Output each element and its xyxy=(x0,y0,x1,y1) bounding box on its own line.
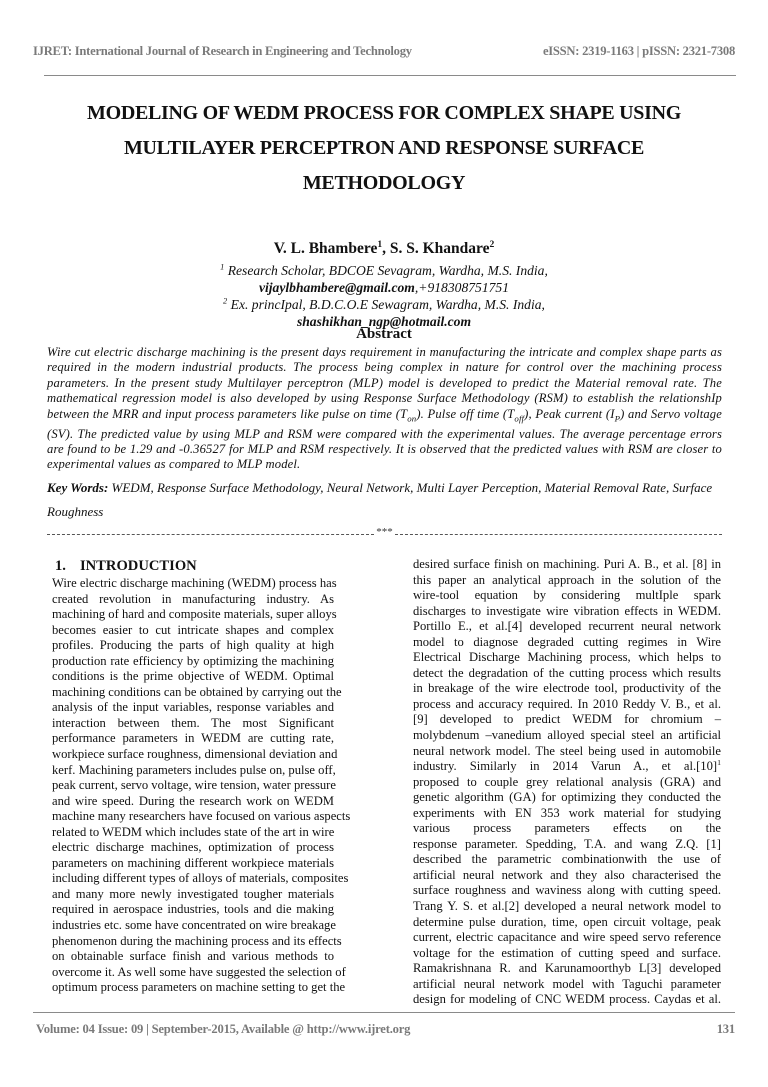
body-line: discharges to investigate wire vibration effects in WEDM. xyxy=(413,603,721,618)
body-line: artificial neural network and they also characterised the xyxy=(413,867,721,882)
superscript: 1 xyxy=(717,757,721,767)
body-line: various process parameters effects on the xyxy=(413,821,721,836)
body-line: desired surface finish on machining. Puri A. B., et al. [8] in xyxy=(413,557,721,571)
affil-mark: 1 xyxy=(220,261,225,272)
body-text: industry. Similarly in 2014 Varun A., et al.[10] xyxy=(413,759,718,774)
body-line: Wire electric discharge machining (WEDM) process has xyxy=(52,576,337,590)
body-line: response parameter. Spedding, T.A. and wang Z.Q. [1] xyxy=(413,836,721,851)
abstract-text: ) and Servo voltage xyxy=(620,406,722,421)
body-line: model to diagnose degraded cutting regimes in Wire xyxy=(413,634,721,649)
body-line: current, electric capacitance and wire speed servo reference xyxy=(413,930,721,945)
body-line: electric discharge machines, optimization of process xyxy=(52,840,334,855)
email-link[interactable]: vijaylbhambere@gmail.com xyxy=(258,280,415,295)
body-line: including different types of alloys of materials, composites xyxy=(52,871,349,886)
body-line: required in aerospace industries, tools and die making xyxy=(52,902,334,917)
body-line: on obtainable surface finish and various methods to xyxy=(52,949,334,964)
body-line: design for modeling of CNC WEDM process. Caydas et al. xyxy=(413,992,721,1007)
section-separator xyxy=(47,525,722,539)
body-line: performance parameters in WEDM are cutting rate, xyxy=(52,731,334,746)
phone: ,+918308751751 xyxy=(414,280,510,295)
author-affil-mark: 1 xyxy=(377,238,383,250)
authors xyxy=(100,240,668,258)
contact-1 xyxy=(100,279,668,296)
dashed-rule xyxy=(395,534,722,535)
body-line: conditions is the prime objective of WEDM. Optimal xyxy=(52,669,334,684)
running-footer xyxy=(36,1022,735,1040)
body-line: profiles. Producing the parts of high quality at high xyxy=(52,638,334,653)
body-line: voltage for the estimation of cutting speed and surface. xyxy=(413,945,721,960)
body-line-with-citation xyxy=(413,759,721,775)
separator-mark: *** xyxy=(376,526,393,538)
subscript: on xyxy=(407,413,417,424)
body-line: wire-tool equation by considering multIple spark xyxy=(413,588,721,603)
affiliation-1 xyxy=(100,262,668,279)
section-heading-introduction xyxy=(55,558,197,575)
body-line: phenomenon during the machining process and its effects xyxy=(52,933,342,948)
abstract-line: experimental values as compared to MLP model. xyxy=(47,457,301,472)
affiliation-2 xyxy=(100,296,668,313)
body-line: Ramakrishnana R. and Karunamoorthyb L[3] developed xyxy=(413,961,721,976)
body-line: kerf. Machining parameters includes pulse on, pulse off, xyxy=(52,762,336,777)
body-line: neural network model. The steel being used in automobile xyxy=(413,743,721,758)
body-line: proposed to couple grey relational analysis (GRA) and xyxy=(413,774,721,789)
body-line: optimum process parameters on machine setting to get the xyxy=(52,980,346,995)
body-line: and wire speed. During the research work on WEDM xyxy=(52,793,334,808)
body-line: Trang Y. S. et al.[2] developed a neural network model to xyxy=(413,899,721,914)
keywords xyxy=(47,476,722,524)
body-line: [9] developed to predict WEDM for chromium – xyxy=(413,712,721,727)
body-column-left xyxy=(52,576,351,996)
abstract-line: Wire cut electric discharge machining is the present days requirement in manufacturing the intricate and complex shape parts as xyxy=(47,345,722,359)
abstract-text: ). Pulse off time (T xyxy=(416,406,515,421)
journal-name: IJRET: International Journal of Research in Engineering and Technology xyxy=(33,44,412,58)
body-line: production rate efficiency by optimizing the machining xyxy=(52,653,334,668)
body-line: overcome it. As well some have suggested the selection of xyxy=(52,964,346,979)
author-name: V. L. Bhambere xyxy=(273,240,378,257)
body-line: genetic algorithm (GA) for optimizing they conducted the xyxy=(413,790,721,805)
body-line: becomes easier to cut intricate shapes and complex xyxy=(52,622,334,637)
abstract-line-params xyxy=(47,407,722,427)
body-line: interaction between them. The most Significant xyxy=(52,715,334,730)
author-affil-mark: 2 xyxy=(489,238,495,250)
body-line: described the parametric combinationwith the use of xyxy=(413,852,721,867)
abstract-body xyxy=(47,345,722,473)
keywords-label: Key Words: xyxy=(47,480,109,495)
affiliations xyxy=(100,262,668,330)
affil-text: Ex. princIpal, B.D.C.O.E Sewagram, Wardha, M.S. India, xyxy=(227,297,545,312)
body-line: analysis of the input variables, response variables and xyxy=(52,700,334,715)
header-rule xyxy=(44,75,736,76)
keywords-text: WEDM, Response Surface Methodology, Neural Network, Multi Layer Perception, Material Removal Rate, Surface Roughness xyxy=(47,480,713,519)
body-line: machine many researchers have focused on various aspects xyxy=(52,809,351,824)
title-line: MULTILAYER PERCEPTRON AND RESPONSE SURFACE xyxy=(123,137,645,159)
abstract-text: between the MRR and input process parameters like pulse on time (T xyxy=(47,406,408,421)
running-header xyxy=(33,44,735,64)
body-line: process and accuracy required. In 2010 Reddy V. B., et al. xyxy=(413,696,721,711)
body-line: determine pulse duration, time, open circuit voltage, peak xyxy=(413,914,721,929)
section-title: INTRODUCTION xyxy=(79,558,197,574)
body-line: industries etc. some have concentrated on wire breakage xyxy=(52,918,336,933)
body-line: surface roughness and waviness along with cutting speed. xyxy=(413,883,721,898)
abstract-heading: Abstract xyxy=(356,326,412,342)
subscript: off xyxy=(514,413,525,424)
body-line: detect the degradation of the cutting process which results xyxy=(413,665,721,680)
abstract-line: required in the modern industrial products. The process being complex in nature for control over the machining process xyxy=(47,360,722,375)
page-number: 131 xyxy=(716,1022,735,1036)
body-line: molybdenum –vanedium alloyed special steel an artificial xyxy=(413,728,721,743)
affil-text: Research Scholar, BDCOE Sevagram, Wardha, M.S. India, xyxy=(224,263,548,278)
abstract-line: are found to be 1.29 and -0.36527 for MLP and RSM respectively. It is observed that the predicted values with RSM are closer to xyxy=(47,441,722,456)
body-line: experiments with EN 353 work material for studying xyxy=(413,805,721,820)
author-separator: , xyxy=(382,240,390,257)
affil-mark: 2 xyxy=(223,295,228,306)
body-line: machining of hard and composite materials, super alloys xyxy=(52,607,337,622)
body-line: parameters on machining different workpiece materials xyxy=(52,855,334,870)
body-line: workpiece surface roughness, dimensional deviation and xyxy=(52,747,338,762)
body-line: in breakage of the wire electrode tool, productivity of the xyxy=(413,681,721,696)
subscript: P xyxy=(614,413,621,424)
abstract-text: ), Peak current (I xyxy=(524,406,615,421)
body-line: machining conditions can be obtained by carrying out the xyxy=(52,684,342,699)
body-line: Portillo E., et al.[4] developed recurrent neural network xyxy=(413,619,721,634)
author-name: S. S. Khandare xyxy=(389,240,490,257)
footer-volume: Volume: 04 Issue: 09 | September-2015, Available @ http://www.ijret.org xyxy=(36,1022,411,1036)
title-line: METHODOLOGY xyxy=(302,172,466,194)
paper-title xyxy=(40,96,728,201)
body-column-right xyxy=(413,557,721,1008)
title-line: MODELING OF WEDM PROCESS FOR COMPLEX SHAPE USING xyxy=(87,102,681,124)
abstract-line: parameters. In the present study Multilayer perceptron (MLP) model is developed to predict the Material removal rate. The xyxy=(47,375,722,390)
issn: eISSN: 2319-1163 | pISSN: 2321-7308 xyxy=(542,44,735,58)
abstract-line: (SV). The predicted value by using MLP and RSM were compared with the experimental values. The average percentage errors xyxy=(47,426,722,441)
body-line: related to WEDM which includes state of the art in wire xyxy=(52,824,335,839)
body-line: artificial neural network model with Taguchi parameter xyxy=(413,976,721,991)
body-line: peak current, servo voltage, wire tension, water pressure xyxy=(52,778,336,793)
body-line: created revolution in manufacturing industry. As xyxy=(52,591,334,606)
abstract-line: mathematical regression model is also developed by using Response Surface Methodology (RSM) to establish the relationshIp xyxy=(47,391,722,406)
body-line: Electrical Discharge Machining process, which helps to xyxy=(413,650,721,665)
section-number: 1. xyxy=(55,558,66,574)
body-line: this paper an analytical approach in the solution of the xyxy=(413,572,721,587)
dashed-rule xyxy=(47,534,374,535)
email-link[interactable]: shashikhan_ngp@hotmail.com xyxy=(296,314,472,329)
body-line: and many more newly investigated tougher materials xyxy=(52,886,334,901)
footer-rule xyxy=(33,1012,735,1013)
